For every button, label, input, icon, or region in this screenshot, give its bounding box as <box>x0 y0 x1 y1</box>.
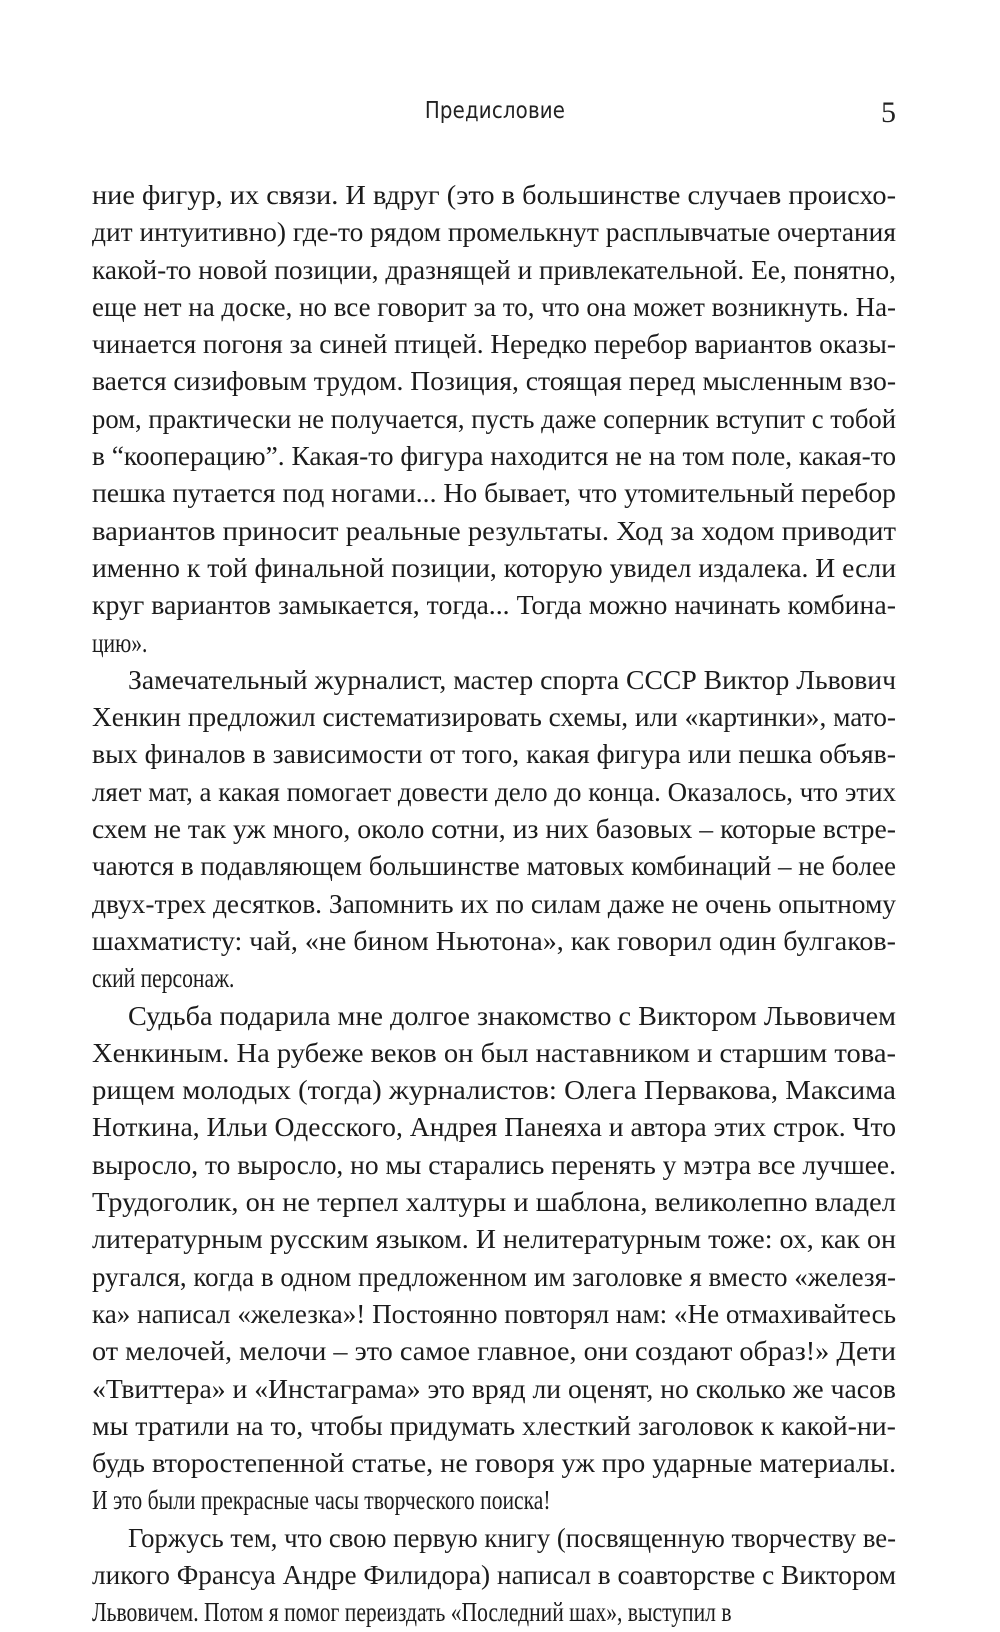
text-line <box>92 736 896 773</box>
text-line <box>92 1296 896 1333</box>
paragraph <box>92 998 896 1520</box>
paragraph <box>92 177 896 662</box>
text-line-content: Ноткина, Ильи Одесского, Андрея Панеяха и автора этих строк. Что <box>92 1112 897 1143</box>
text-line <box>92 177 896 214</box>
text-line <box>92 252 896 289</box>
text-line-content: Хенкин предложил систематизировать схемы, или «картинки», мато- <box>92 702 897 733</box>
text-line-content: ликого Франсуа Андре Филидора) написал в соавторстве с Виктором <box>92 1559 896 1590</box>
text-line-content: вариантов приносит реальные результаты. Ход за ходом приводит <box>92 515 896 546</box>
text-line-content: Трудоголик, он не терпел халтуры и шаблона, великолепно владел <box>92 1187 896 1218</box>
text-line <box>92 1333 896 1370</box>
text-line <box>92 1520 896 1557</box>
text-line-content: именно к той финальной позиции, которую увидел издалека. И если <box>92 552 897 583</box>
text-line <box>92 1072 896 1109</box>
text-line-content: Львовичем. Потом я помог переиздать «Последний шах», выступил в <box>92 1597 732 1628</box>
text-line <box>92 886 896 923</box>
text-line-content: в “кооперацию”. Какая-то фигура находится не на том поле, какая-то <box>92 441 897 472</box>
body-text <box>92 177 896 1632</box>
text-line <box>92 550 896 587</box>
text-line-content: Хенкиным. На рубеже веков он был наставником и старшим това- <box>92 1037 896 1068</box>
text-line <box>92 662 896 699</box>
text-line <box>92 1259 896 1296</box>
text-line-content: еще нет на доске, но все говорит за то, что она может возникнуть. На- <box>92 291 897 322</box>
paragraph <box>92 662 896 998</box>
text-line <box>92 289 896 326</box>
text-line-content: рищем молодых (тогда) журналистов: Олега Первакова, Максима <box>92 1075 896 1106</box>
text-line-content: вается сизифовым трудом. Позиция, стоящая перед мысленным взо- <box>92 366 897 397</box>
text-line-content: Судьба подарила мне долгое знакомство с Виктором Львовичем <box>128 1000 897 1031</box>
text-line <box>92 587 896 624</box>
text-line <box>92 1371 896 1408</box>
text-line <box>92 1482 896 1519</box>
text-line <box>92 774 896 811</box>
text-line-content: чинается погоня за синей птицей. Нередко перебор вариантов оказы- <box>92 329 896 360</box>
text-line-content: Горжусь тем, что свою первую книгу (посвященную творчеству ве- <box>128 1522 897 1553</box>
text-line-content: ром, практически не получается, пусть даже соперник вступит с тобой <box>92 403 897 434</box>
page-number: 5 <box>881 96 896 129</box>
text-line <box>92 1445 896 1482</box>
text-line <box>92 699 896 736</box>
text-line <box>92 1594 896 1631</box>
running-head <box>0 96 1000 136</box>
text-line-content: мы тратили на то, чтобы придумать хлесткий заголовок к какой-ни- <box>92 1410 896 1441</box>
text-line-content: будь второстепенной статье, не говоря уж про ударные материалы. <box>92 1448 897 1479</box>
text-line-content: ляет мат, а какая помогает довести дело до конца. Оказалось, что этих <box>92 776 897 807</box>
text-line <box>92 1408 896 1445</box>
text-line-content: вых финалов в зависимости от того, какая фигура или пешка объяв- <box>92 739 896 770</box>
text-line-content: И это были прекрасные часы творческого поиска! <box>92 1485 551 1516</box>
text-line <box>92 1557 896 1594</box>
text-line-content: ние фигур, их связи. И вдруг (это в большинстве случаев происхо- <box>92 180 897 210</box>
text-line <box>92 1184 896 1221</box>
text-line-content: ский персонаж. <box>92 963 235 994</box>
text-line <box>92 625 896 662</box>
text-line <box>92 923 896 960</box>
text-line-content: от мелочей, мелочи – это самое главное, они создают образ!» Дети <box>92 1336 896 1367</box>
text-line-content: чаются в подавляющем большинстве матовых комбинаций – не более <box>92 851 897 882</box>
text-line <box>92 848 896 885</box>
text-line <box>92 998 896 1035</box>
text-line-content: дит интуитивно) где-то рядом промелькнут расплывчатые очертания <box>92 217 896 248</box>
text-line-content: выросло, то выросло, но мы старались перенять у мэтра все лучшее. <box>92 1149 896 1180</box>
text-line <box>92 960 896 997</box>
text-line <box>92 811 896 848</box>
text-line <box>92 214 896 251</box>
text-line <box>92 363 896 400</box>
text-line-content: пешка путается под ногами... Но бывает, что утомительный перебор <box>92 478 896 509</box>
text-line <box>92 1035 896 1072</box>
text-line <box>92 438 896 475</box>
text-line-content: «Твиттера» и «Инстаграма» это вряд ли оценят, но сколько же часов <box>92 1373 896 1404</box>
text-line <box>92 1109 896 1146</box>
text-line <box>92 513 896 550</box>
text-line <box>92 1221 896 1258</box>
text-line-content: какой-то новой позиции, дразнящей и привлекательной. Ее, понятно, <box>92 254 896 285</box>
text-line-content: ругался, когда в одном предложенном им заголовке я вместо «железя- <box>92 1261 896 1292</box>
text-line <box>92 475 896 512</box>
text-line-content: шахматисту: чай, «не бином Ньютона», как говорил один булгаков- <box>92 925 896 956</box>
text-line-content: Замечательный журналист, мастер спорта СССР Виктор Львович <box>128 664 897 695</box>
text-line-content: цию». <box>92 627 148 658</box>
text-line-content: двух-трех десятков. Запомнить их по силам даже не очень опытному <box>92 888 897 919</box>
paragraph <box>92 1520 896 1632</box>
text-line <box>92 401 896 438</box>
running-title: Предисловие <box>424 98 566 124</box>
text-line-content: литературным русским языком. И нелитературным тоже: ох, как он <box>92 1224 897 1255</box>
text-line-content: ка» написал «железка»! Постоянно повторял нам: «Не отмахивайтесь <box>92 1298 896 1329</box>
text-line <box>92 1147 896 1184</box>
text-line-content: схем не так уж много, около сотни, из них базовых – которые встре- <box>92 814 896 845</box>
text-line-content: круг вариантов замыкается, тогда... Тогда можно начинать комбина- <box>92 590 896 621</box>
text-line <box>92 326 896 363</box>
